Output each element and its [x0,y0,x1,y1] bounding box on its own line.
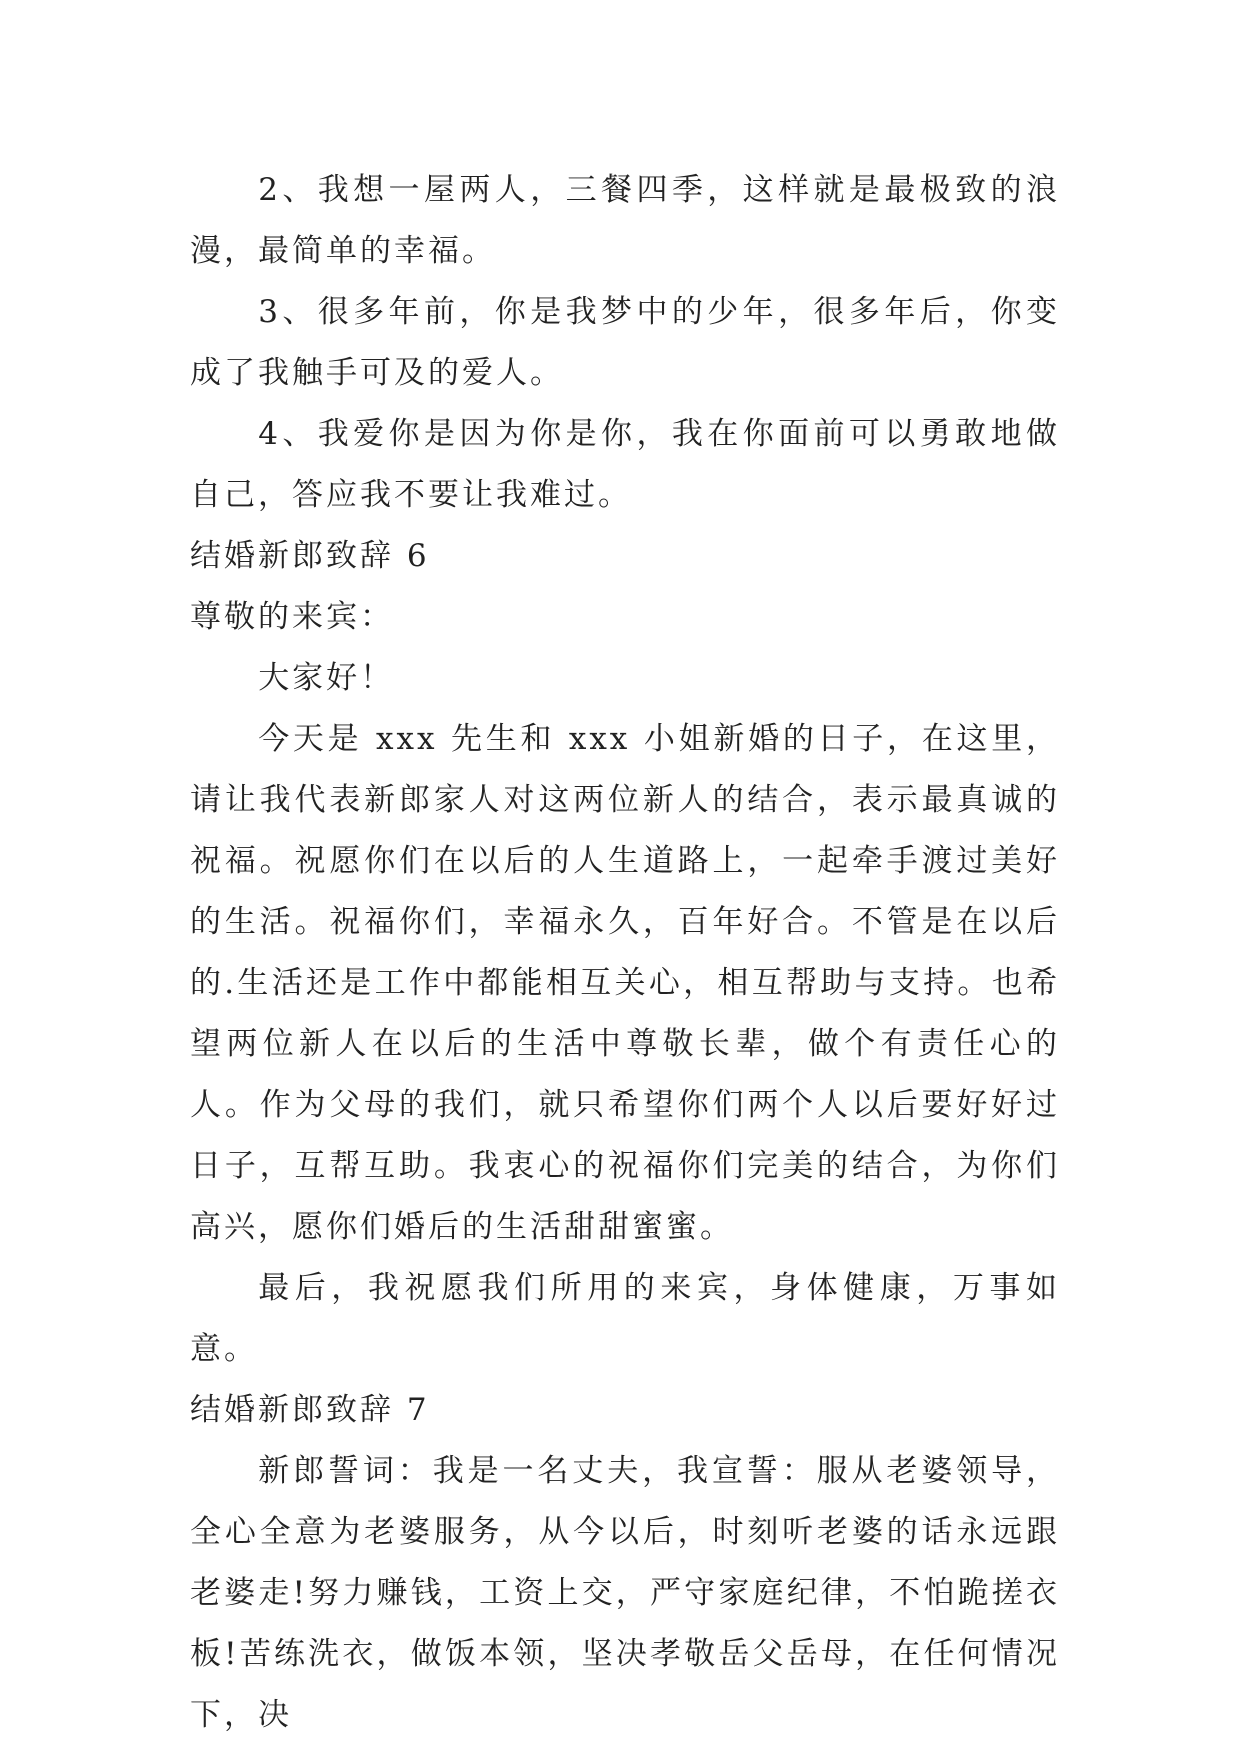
paragraph-main-speech: 今天是 xxx 先生和 xxx 小姐新婚的日子，在这里，请让我代表新郎家人对这两位新人的结合，表示最真诚的祝福。祝愿你们在以后的人生道路上，一起牵手渡过美好的生活。祝福你们，幸福永久，百年好合。不管是在以后的.生活还是工作中都能相互关心，相互帮助与支持。也希望两位新人在以后的生活中尊敬长辈，做个有责任心的人。作为父母的我们，就只希望你们两个人以后要好好过日子，互帮互助。我衷心的祝福你们完美的结合，为你们高兴，愿你们婚后的生活甜甜蜜蜜。 [190,721,1060,1245]
paragraph-item-3: 3、很多年前，你是我梦中的少年，很多年后，你变成了我触手可及的爱人。 [190,294,1060,391]
document-body [190,160,1060,1746]
paragraph-item-4: 4、我爱你是因为你是你，我在你面前可以勇敢地做自己，答应我不要让我难过。 [190,416,1060,513]
paragraph-closing: 最后，我祝愿我们所用的来宾，身体健康，万事如意。 [190,1270,1060,1367]
paragraph-vow: 新郎誓词：我是一名丈夫，我宣誓：服从老婆领导，全心全意为老婆服务，从今以后，时刻听老婆的话永远跟老婆走!努力赚钱，工资上交，严守家庭纪律，不怕跪搓衣板!苦练洗衣，做饭本领，坚决孝敬岳父岳母，在任何情况下，决 [190,1453,1060,1733]
section-heading-6: 结婚新郎致辞 6 [190,538,430,574]
paragraph-item-2: 2、我想一屋两人，三餐四季，这样就是最极致的浪漫，最简单的幸福。 [190,172,1060,269]
section-heading-7: 结婚新郎致辞 7 [190,1392,430,1428]
greeting: 大家好！ [258,660,395,696]
salutation: 尊敬的来宾： [190,599,394,635]
